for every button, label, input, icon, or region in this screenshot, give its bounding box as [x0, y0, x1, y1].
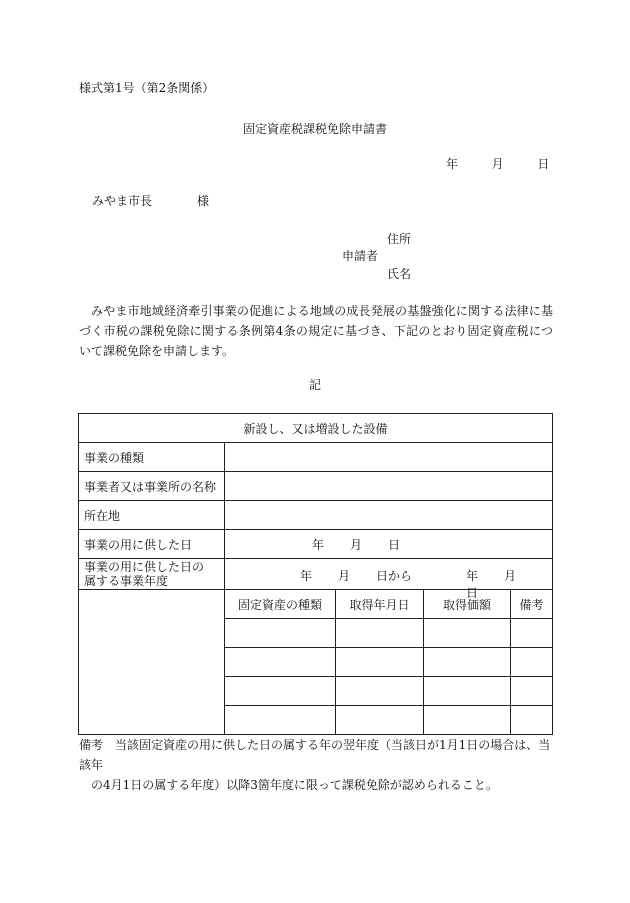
- business-type-label: 事業の種類: [79, 443, 225, 472]
- fiscal-to: 年 月日: [466, 569, 517, 600]
- table-row: [79, 530, 553, 559]
- acquisition-price-cell[interactable]: [424, 706, 511, 735]
- location-field[interactable]: [225, 501, 553, 530]
- addressee-suffix: 様: [197, 194, 210, 208]
- fiscal-year-label: 事業の用に供した日の 属する事業年度: [79, 559, 225, 590]
- applicant-label: 申請者: [342, 249, 379, 263]
- remarks-cell[interactable]: [511, 619, 553, 648]
- business-name-label: 事業者又は事業所の名称: [79, 472, 225, 501]
- asset-blank-cell: [79, 590, 225, 735]
- acquisition-date-cell[interactable]: [336, 706, 424, 735]
- date-day-label: 日: [537, 157, 550, 171]
- business-type-field[interactable]: [225, 443, 553, 472]
- acquisition-price-cell[interactable]: [424, 619, 511, 648]
- acquisition-price-cell[interactable]: [424, 648, 511, 677]
- acquisition-date-header: 取得年月日: [336, 590, 424, 619]
- use-date-value: 年 月 日: [312, 537, 401, 552]
- table-row: [79, 472, 553, 501]
- asset-type-cell[interactable]: [225, 648, 336, 677]
- fiscal-from: 年 月 日から: [300, 569, 413, 583]
- asset-type-cell[interactable]: [225, 677, 336, 706]
- remarks-cell[interactable]: [511, 648, 553, 677]
- note-line-1: 当該固定資産の用に供した日の属する年の翌年度（当該日が1月1日の場合は、当該年: [79, 738, 551, 772]
- remarks-cell[interactable]: [511, 706, 553, 735]
- table-row: [79, 501, 553, 530]
- address-label: 住所: [387, 232, 412, 246]
- note-line-2: の4月1日の属する年度）以降3箇年度に限って課税免除が認められること。: [91, 778, 498, 792]
- table-row: [79, 443, 553, 472]
- asset-type-cell[interactable]: [225, 619, 336, 648]
- remarks-header: 備考: [511, 590, 553, 619]
- note-label: 備考: [79, 738, 104, 752]
- ki-heading: 記: [308, 378, 321, 392]
- acquisition-date-cell[interactable]: [336, 677, 424, 706]
- acquisition-date-cell[interactable]: [336, 648, 424, 677]
- use-date-label: 事業の用に供した日: [79, 530, 225, 559]
- addressee-name: みやま市長: [92, 194, 153, 208]
- remarks-note: [79, 735, 555, 795]
- equipment-table: [78, 413, 553, 735]
- remarks-cell[interactable]: [511, 677, 553, 706]
- asset-type-cell[interactable]: [225, 706, 336, 735]
- acquisition-price-cell[interactable]: [424, 677, 511, 706]
- fiscal-year-field[interactable]: [225, 559, 553, 600]
- asset-type-header: 固定資産の種類: [225, 590, 336, 619]
- date-month-label: 月: [491, 157, 504, 171]
- application-statement: みやま市地域経済牽引事業の促進による地域の成長発展の基盤強化に関する法律に基づく市税の課税免除に関する条例第4条の規定に基づき、下記のとおり固定資産税について課税免除を申請します。: [79, 304, 553, 358]
- use-date-field[interactable]: [225, 530, 553, 559]
- table-row: [79, 559, 553, 590]
- form-title: 固定資産税課税免除申請書: [242, 122, 387, 136]
- acquisition-price-header: 取得価額: [424, 590, 511, 619]
- name-label: 氏名: [387, 267, 412, 281]
- acquisition-date-cell[interactable]: [336, 619, 424, 648]
- location-label: 所在地: [79, 501, 225, 530]
- date-year-label: 年: [446, 157, 459, 171]
- table-header: 新設し、又は増設した設備: [79, 414, 553, 443]
- application-date: [446, 157, 549, 171]
- form-number: 様式第1号（第2条関係）: [79, 81, 215, 95]
- business-name-field[interactable]: [225, 472, 553, 501]
